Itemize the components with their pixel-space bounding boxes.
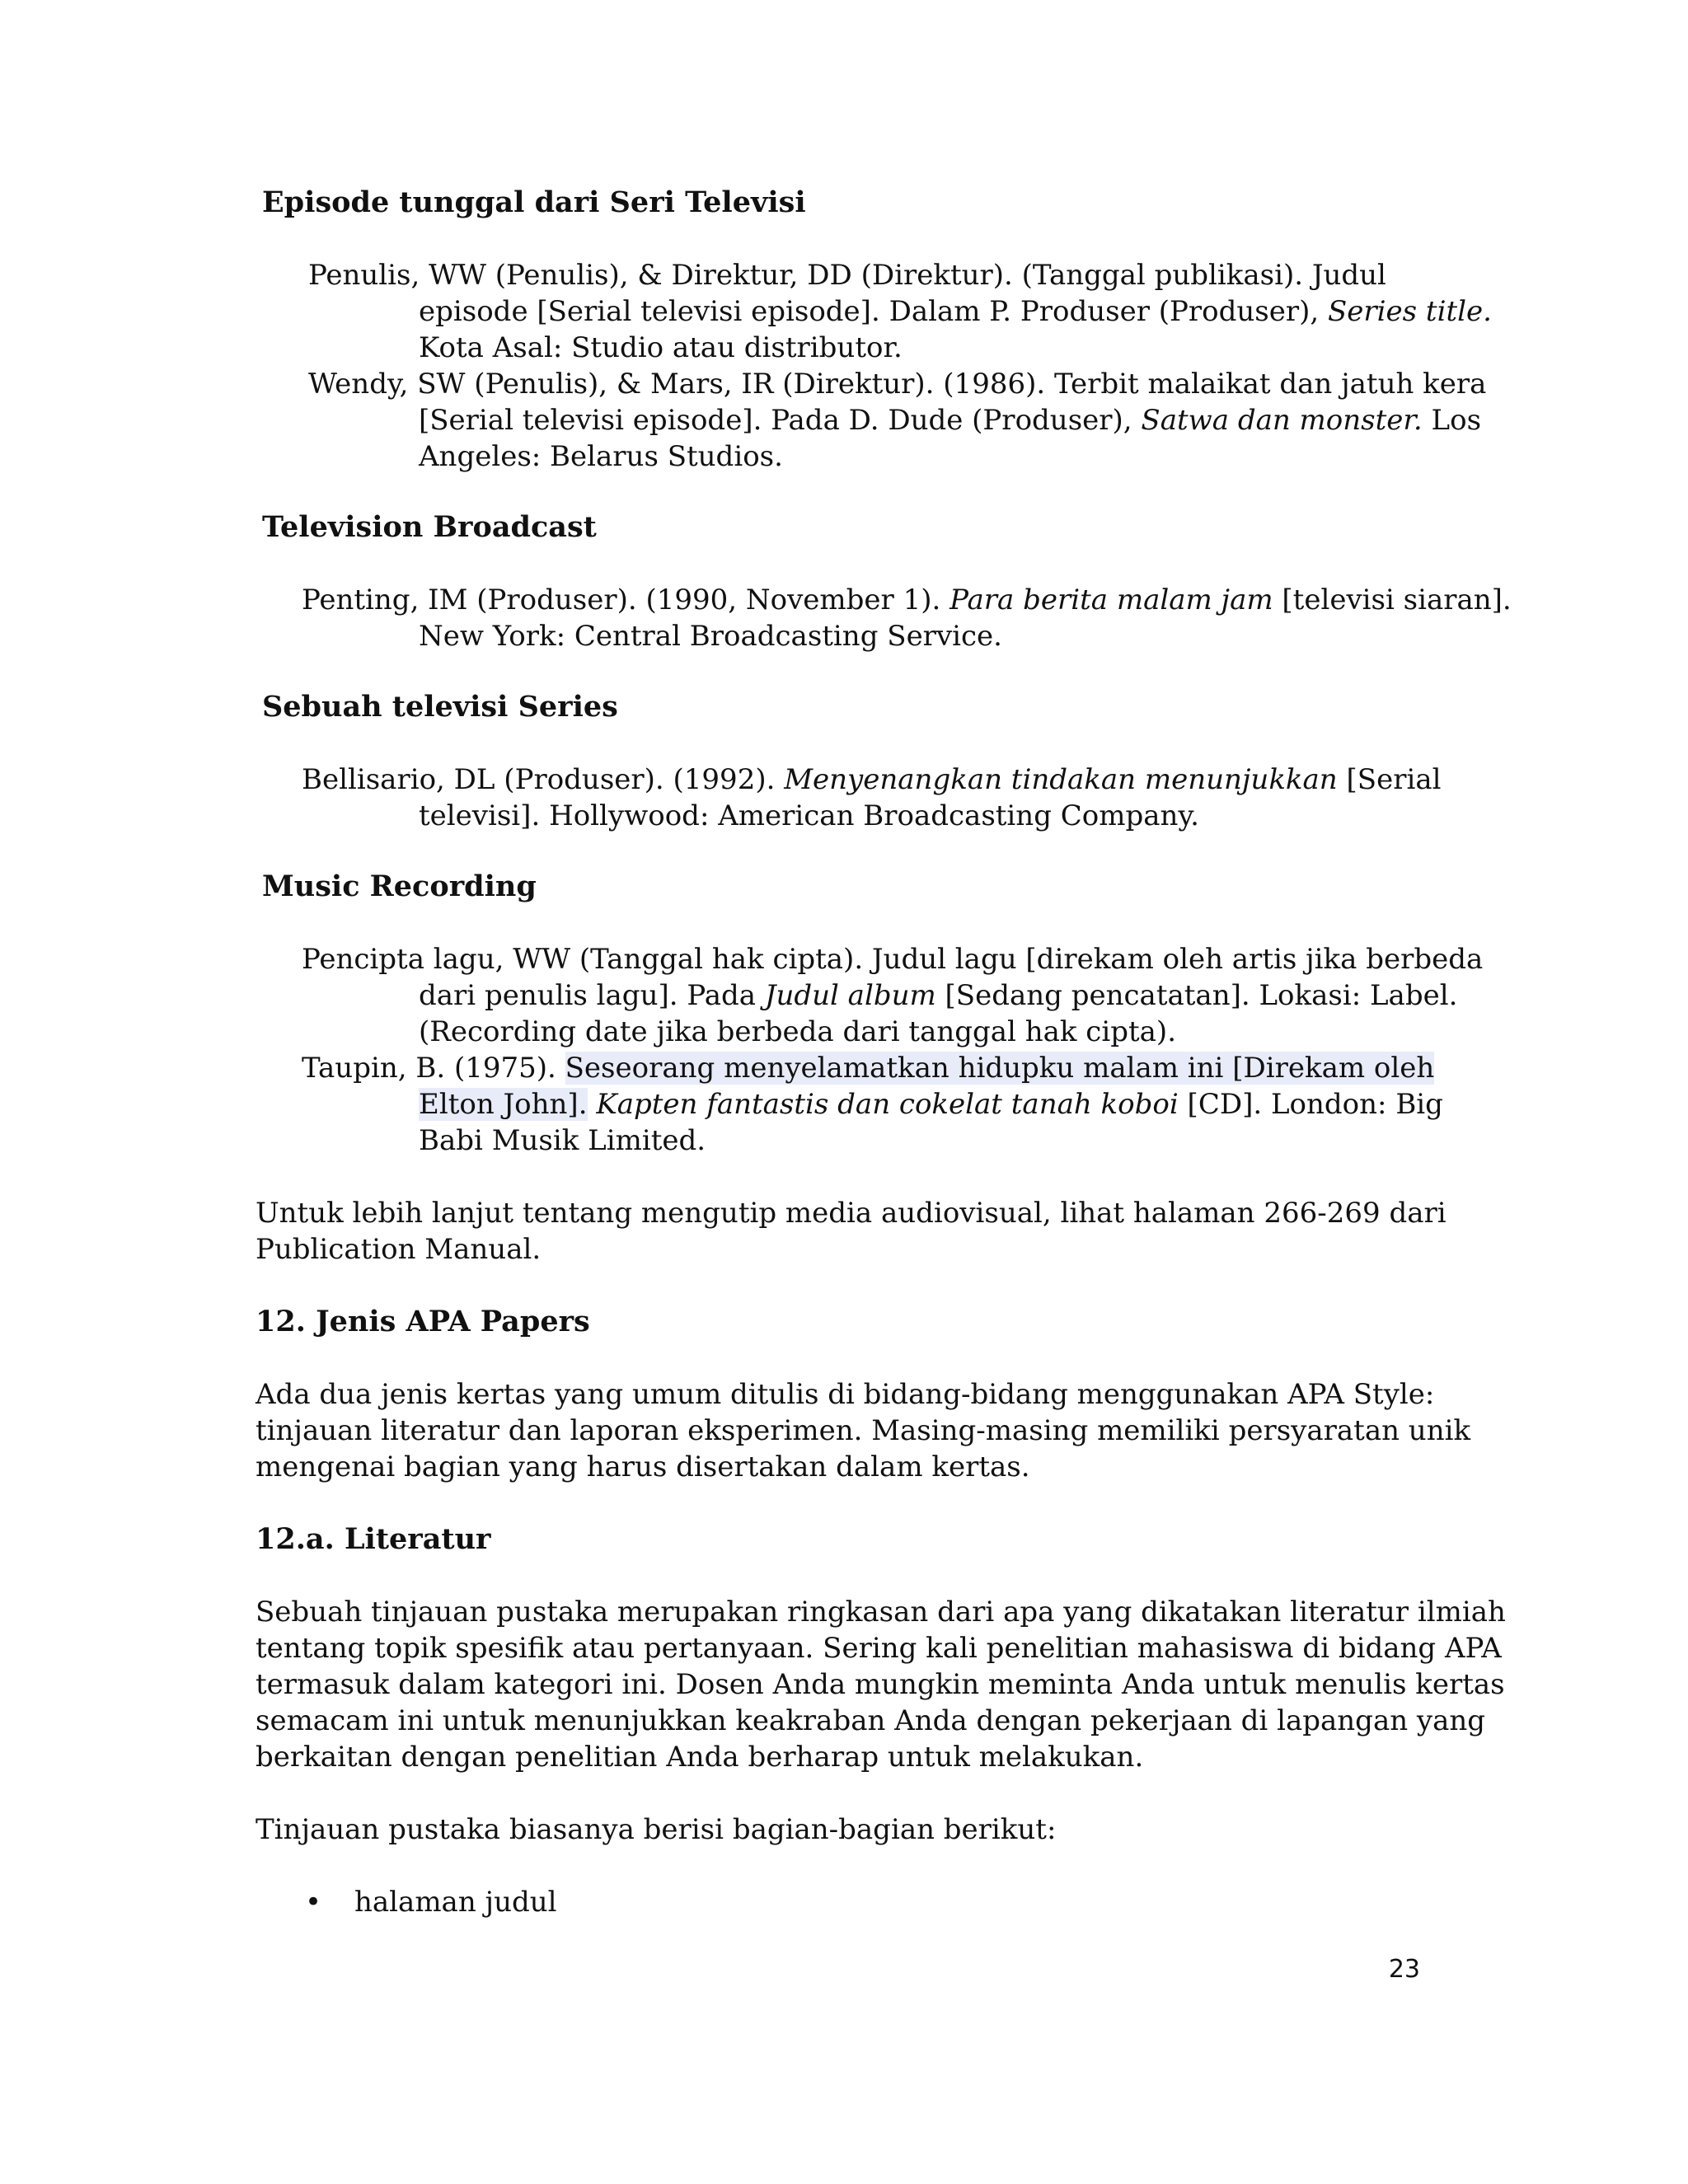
ref-text: [Serial televisi episode]. Pada D. Dude (Produser), <box>419 404 1142 437</box>
bullet-dot: • <box>305 1886 322 1919</box>
ref-line: televisi]. Hollywood: American Broadcasting Company. <box>419 799 1199 832</box>
list-item: halaman judul <box>354 1886 557 1919</box>
ref-text: [CD]. London: Big <box>1178 1088 1443 1121</box>
heading-tv-episode: Episode tunggal dari Seri Televisi <box>262 185 806 219</box>
heading-tv-broadcast: Television Broadcast <box>262 510 597 544</box>
ref-line: (Recording date jika berbeda dari tanggal hak cipta). <box>419 1015 1176 1048</box>
selected-text-highlight[interactable]: Seseorang menyelamatkan hidupku malam ini [Direkam oleh <box>565 1052 1435 1085</box>
ref-text: Los <box>1422 404 1482 437</box>
body-line: semacam ini untuk menunjukkan keakraban Anda dengan pekerjaan di lapangan yang <box>256 1704 1486 1737</box>
body-line: Ada dua jenis kertas yang umum ditulis di bidang-bidang menggunakan APA Style: <box>256 1378 1435 1411</box>
ref-line: Angeles: Belarus Studios. <box>419 440 783 473</box>
ref-line <box>302 1050 1434 1086</box>
ref-title-italic: Para berita malam jam <box>950 583 1273 616</box>
ref-line <box>419 977 1457 1014</box>
ref-text: [televisi siaran]. <box>1273 583 1512 616</box>
ref-line: Wendy, SW (Penulis), & Mars, IR (Direktur). (1986). Terbit malaikat dan jatuh kera <box>308 368 1487 401</box>
ref-line <box>419 1086 1443 1122</box>
ref-title-italic: Kapten fantastis dan cokelat tanah koboi <box>596 1088 1179 1121</box>
ref-line: Pencipta lagu, WW (Tanggal hak cipta). Judul lagu [direkam oleh artis jika berbeda <box>302 943 1484 976</box>
heading-section-12a: 12.a. Literatur <box>256 1522 491 1556</box>
ref-line <box>419 293 1492 330</box>
ref-text <box>588 1088 597 1121</box>
body-line: Tinjauan pustaka biasanya berisi bagian-bagian berikut: <box>256 1813 1057 1846</box>
body-line: Sebuah tinjauan pustaka merupakan ringkasan dari apa yang dikatakan literatur ilmiah <box>256 1596 1506 1629</box>
ref-text: [Sedang pencatatan]. Lokasi: Label. <box>935 979 1458 1012</box>
body-line: Untuk lebih lanjut tentang mengutip media audiovisual, lihat halaman 266-269 dari <box>256 1197 1447 1230</box>
body-line: tentang topik spesifik atau pertanyaan. Sering kali penelitian mahasiswa di bidang APA <box>256 1632 1502 1665</box>
ref-title-italic: Series title. <box>1328 295 1492 328</box>
body-line: berkaitan dengan penelitian Anda berharap untuk melakukan. <box>256 1741 1144 1774</box>
ref-text: [Serial <box>1337 763 1442 796</box>
ref-line: New York: Central Broadcasting Service. <box>419 620 1002 653</box>
ref-line <box>302 582 1512 618</box>
body-line: termasuk dalam kategori ini. Dosen Anda mungkin meminta Anda untuk menulis kertas <box>256 1668 1505 1701</box>
ref-title-italic: Judul album <box>764 979 936 1012</box>
heading-section-12: 12. Jenis APA Papers <box>256 1305 590 1338</box>
ref-text: dari penulis lagu]. Pada <box>419 979 765 1012</box>
ref-line <box>419 402 1481 438</box>
ref-title-italic: Satwa dan monster. <box>1141 404 1423 437</box>
ref-text: Taupin, B. (1975). <box>302 1052 565 1085</box>
ref-line: Kota Asal: Studio atau distributor. <box>419 331 903 364</box>
ref-line <box>302 762 1441 798</box>
body-line: mengenai bagian yang harus disertakan dalam kertas. <box>256 1451 1030 1483</box>
body-line: tinjauan literatur dan laporan eksperimen. Masing-masing memiliki persyaratan unik <box>256 1414 1471 1447</box>
ref-text: Penting, IM (Produser). (1990, November 1). <box>302 583 950 616</box>
ref-text: episode [Serial televisi episode]. Dalam P. Produser (Produser), <box>419 295 1329 328</box>
ref-line: Babi Musik Limited. <box>419 1124 706 1157</box>
ref-title-italic: Menyenangkan tindakan menunjukkan <box>784 763 1338 796</box>
heading-tv-series: Sebuah televisi Series <box>262 690 618 724</box>
selected-text-highlight[interactable]: Elton John]. <box>419 1088 588 1121</box>
ref-line: Penulis, WW (Penulis), & Direktur, DD (Direktur). (Tanggal publikasi). Judul <box>308 259 1386 292</box>
ref-text: Bellisario, DL (Produser). (1992). <box>302 763 785 796</box>
page-number: 23 <box>1388 1955 1420 1984</box>
body-line: Publication Manual. <box>256 1233 542 1266</box>
heading-music-recording: Music Recording <box>262 869 537 903</box>
